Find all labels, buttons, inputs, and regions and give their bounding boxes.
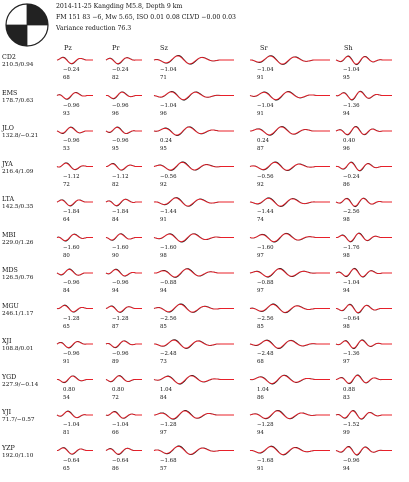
time-shift-label: −0.64	[343, 315, 360, 322]
time-shift-label: 1.04	[160, 386, 173, 393]
station-name: JYA	[2, 160, 13, 168]
station-name: JLO	[2, 125, 14, 132]
variance-reduction-label: 95	[112, 146, 119, 152]
time-shift-label: −1.52	[343, 422, 360, 428]
variance-reduction-label: 85	[160, 323, 167, 330]
observed-trace	[57, 200, 93, 206]
time-shift-label: −1.04	[257, 102, 274, 109]
variance-reduction-label: 64	[63, 217, 70, 223]
time-shift-label: −1.76	[343, 244, 360, 251]
synthetic-trace	[336, 57, 392, 65]
variance-reduction-label: 93	[63, 110, 70, 117]
station-distance: 126.5/0.76	[2, 275, 34, 281]
time-shift-label: −0.24	[112, 67, 129, 73]
synthetic-trace	[106, 341, 142, 347]
synthetic-trace	[154, 127, 234, 135]
station-distance: 229.0/1.26	[2, 239, 34, 246]
synthetic-trace	[106, 234, 142, 240]
time-shift-label: 1.04	[257, 386, 270, 393]
time-shift-label: −0.96	[63, 280, 80, 286]
synthetic-trace	[336, 127, 392, 135]
variance-reduction-label: 81	[63, 430, 70, 436]
variance-reduction-label: 94	[343, 110, 350, 117]
variance-reduction-label: 94	[160, 288, 167, 294]
time-shift-label: −1.04	[257, 67, 274, 73]
synthetic-trace	[336, 305, 392, 313]
variance-reduction-label: 82	[112, 75, 119, 81]
station-distance: 216.4/1.09	[2, 168, 34, 175]
synthetic-trace	[154, 92, 234, 100]
synthetic-trace	[57, 163, 93, 169]
synthetic-trace	[57, 376, 93, 382]
variance-reduction-label: 98	[343, 252, 350, 259]
synthetic-trace	[106, 270, 142, 276]
station-name: YZP	[2, 444, 15, 452]
time-shift-label: 0.40	[343, 138, 356, 144]
time-shift-label: −1.28	[112, 315, 129, 322]
variance-reduction-label: 73	[160, 359, 167, 365]
synthetic-trace	[154, 234, 234, 242]
time-shift-label: −1.60	[112, 244, 129, 251]
variance-reduction-label: 99	[343, 430, 350, 436]
station-distance: 246.1/1.17	[2, 310, 34, 317]
variance-reduction-label: 85	[257, 323, 264, 330]
station-distance: 108.8/0.01	[2, 346, 34, 352]
variance-reduction-label: 84	[63, 288, 70, 294]
column-header-sz: Sz	[160, 44, 168, 52]
synthetic-trace	[336, 411, 392, 419]
synthetic-trace	[250, 411, 330, 419]
variance-reduction-label: 92	[160, 181, 167, 188]
synthetic-trace	[250, 341, 330, 349]
variance-reduction-label: 80	[63, 252, 70, 259]
variance-reduction-label: 91	[257, 465, 264, 472]
time-shift-label: −0.96	[112, 280, 129, 286]
station-name: MDS	[2, 267, 18, 274]
synthetic-trace	[250, 127, 330, 135]
time-shift-label: −0.88	[257, 280, 274, 286]
time-shift-label: −0.64	[112, 457, 129, 464]
synthetic-trace	[250, 198, 330, 206]
synthetic-trace	[154, 304, 234, 312]
synthetic-trace	[106, 164, 142, 170]
variance-reduction-label: 94	[343, 465, 350, 472]
station-name: MBI	[2, 231, 16, 239]
synthetic-trace	[57, 58, 93, 64]
variance-reduction-label: 97	[257, 252, 264, 259]
synthetic-trace	[250, 92, 330, 100]
variance-reduction-label: 72	[112, 394, 119, 401]
variance-reduction-label: 91	[257, 75, 264, 81]
time-shift-label: −1.60	[257, 244, 274, 251]
synthetic-trace	[336, 199, 392, 207]
time-shift-label: −1.04	[160, 67, 177, 73]
synthetic-trace	[106, 306, 142, 312]
variance-reduction-label: 66	[112, 430, 119, 436]
observed-trace	[106, 234, 142, 241]
time-shift-label: −1.28	[63, 315, 80, 322]
synthetic-trace	[106, 448, 142, 454]
time-shift-label: 0.80	[112, 386, 125, 393]
synthetic-trace	[57, 128, 93, 134]
variance-reduction-label: 86	[112, 465, 119, 472]
time-shift-label: −1.84	[63, 209, 80, 215]
time-shift-label: −0.24	[63, 67, 80, 73]
variance-reduction-label: 95	[343, 75, 350, 81]
synthetic-trace	[154, 411, 234, 419]
station-name: XJI	[2, 338, 12, 345]
station-distance: 210.5/0.94	[2, 62, 34, 68]
column-header-sh: Sh	[344, 44, 353, 52]
time-shift-label: −2.56	[257, 315, 274, 322]
station-distance: 178.7/0.63	[2, 97, 34, 104]
time-shift-label: −0.96	[63, 351, 80, 357]
variance-reduction-label: 68	[63, 75, 70, 81]
variance-reduction-label: 96	[112, 110, 119, 117]
synthetic-trace	[106, 92, 142, 98]
variance-reduction-label: 87	[112, 323, 119, 330]
time-shift-label: −0.96	[343, 457, 360, 464]
time-shift-label: −0.24	[343, 173, 360, 180]
time-shift-label: −1.12	[112, 173, 129, 180]
synthetic-trace	[250, 56, 330, 64]
time-shift-label: −0.64	[63, 457, 80, 464]
time-shift-label: −1.04	[112, 422, 129, 428]
variance-reduction-label: 91	[160, 217, 167, 223]
station-distance: 192.0/1.10	[2, 452, 34, 459]
variance-reduction-label: 98	[343, 217, 350, 223]
column-header-sr: Sr	[260, 44, 268, 52]
synthetic-trace	[336, 269, 392, 277]
variance-reduction-label: 72	[63, 181, 70, 188]
variance-reduction-label: 97	[160, 430, 167, 436]
time-shift-label: −2.48	[257, 351, 274, 357]
mechanism-line: FM 151 83 −6, Mw 5.65, ISO 0.01 0.08 CLVD −0.00 0.03	[56, 14, 236, 21]
variance-reduction-label: 94	[343, 288, 350, 294]
time-shift-label: −1.68	[160, 457, 177, 464]
time-shift-label: −0.96	[112, 138, 129, 144]
variance-reduction-label: 65	[63, 465, 70, 472]
time-shift-label: −1.04	[343, 67, 360, 73]
time-shift-label: −1.60	[63, 244, 80, 251]
variance-reduction-label: 84	[112, 217, 119, 223]
variance-reduction-label: 53	[63, 146, 70, 152]
time-shift-label: −1.68	[257, 457, 274, 464]
variance-reduction-label: 92	[257, 181, 264, 188]
synthetic-trace	[154, 376, 234, 384]
variance-reduction-label: 86	[343, 181, 350, 188]
time-shift-label: −1.28	[160, 422, 177, 428]
time-shift-label: −1.04	[160, 102, 177, 109]
synthetic-trace	[154, 446, 234, 454]
event-title: 2014-11-25 Kangding M5.8, Depth 9 km	[56, 3, 183, 10]
time-shift-label: −0.88	[160, 280, 177, 286]
variance-reduction-label: 98	[343, 323, 350, 330]
variance-reduction-label: 95	[160, 146, 167, 152]
variance-reduction-label: 83	[343, 394, 350, 401]
time-shift-label: 0.24	[160, 138, 173, 144]
variance-reduction-label: 86	[257, 394, 264, 401]
synthetic-trace	[106, 199, 142, 205]
synthetic-trace	[106, 412, 142, 418]
time-shift-label: −1.28	[257, 422, 274, 428]
variance-reduction-label: 97	[257, 288, 264, 294]
station-distance: 142.5/0.35	[2, 204, 34, 210]
synthetic-trace	[250, 447, 330, 455]
variance-reduction-label: 89	[112, 359, 119, 365]
station-name: MGU	[2, 302, 19, 310]
time-shift-label: −0.96	[112, 351, 129, 357]
variance-reduction-label: 84	[160, 394, 167, 401]
synthetic-trace	[154, 162, 234, 170]
time-shift-label: −1.04	[343, 280, 360, 286]
variance-reduction-label: 57	[160, 465, 167, 472]
time-shift-label: −1.60	[160, 244, 177, 251]
synthetic-trace	[336, 375, 392, 383]
synthetic-trace	[336, 340, 392, 348]
time-shift-label: −1.04	[63, 422, 80, 428]
synthetic-trace	[250, 269, 330, 277]
station-name: YJI	[2, 409, 12, 416]
synthetic-trace	[250, 305, 330, 313]
variance-reduction-label: 82	[112, 181, 119, 188]
variance-reduction-label: 98	[160, 252, 167, 259]
synthetic-trace	[106, 128, 142, 134]
time-shift-label: −0.96	[63, 138, 80, 144]
time-shift-label: −2.56	[160, 315, 177, 322]
variance-reduction-label: 96	[343, 146, 350, 152]
time-shift-label: −1.36	[343, 102, 360, 109]
variance-reduction-label: 54	[63, 394, 70, 401]
station-name: LTA	[2, 196, 15, 203]
time-shift-label: −2.48	[160, 351, 177, 357]
station-distance: 71.7/−0.57	[2, 417, 35, 423]
variance-reduction-label: 94	[112, 288, 119, 294]
time-shift-label: −2.56	[343, 209, 360, 215]
variance-reduction-label: 71	[160, 75, 167, 81]
time-shift-label: −1.36	[343, 351, 360, 357]
synthetic-trace	[106, 58, 142, 64]
station-name: CD2	[2, 54, 16, 61]
variance-reduction-label: 87	[257, 146, 264, 152]
synthetic-trace	[336, 92, 392, 100]
time-shift-label: −1.12	[63, 173, 80, 180]
time-shift-label: −0.56	[257, 173, 274, 180]
column-header-pz: Pz	[64, 44, 72, 52]
synthetic-trace	[250, 162, 330, 170]
station-distance: 132.8/−0.21	[2, 133, 39, 139]
variance-reduction-label: 65	[63, 323, 70, 330]
synthetic-trace	[154, 340, 234, 348]
variance-reduction-label: 90	[112, 252, 119, 259]
variance-reduction-label: 68	[257, 359, 264, 365]
synthetic-trace	[57, 412, 93, 418]
variance-reduction-line: Variance reduction 76.3	[56, 25, 132, 32]
variance-reduction-label: 96	[160, 110, 167, 117]
time-shift-label: −1.44	[160, 209, 177, 215]
time-shift-label: −1.84	[112, 209, 129, 215]
station-name: EMS	[2, 89, 18, 97]
variance-reduction-label: 74	[257, 217, 264, 223]
time-shift-label: 0.88	[343, 386, 356, 393]
synthetic-trace	[336, 447, 392, 455]
variance-reduction-label: 91	[63, 359, 70, 365]
synthetic-trace	[57, 234, 93, 240]
observed-trace	[57, 57, 93, 64]
time-shift-label: −0.96	[63, 102, 80, 109]
time-shift-label: 0.24	[257, 138, 270, 144]
column-header-pr: Pr	[112, 44, 120, 52]
time-shift-label: −1.44	[257, 209, 274, 215]
variance-reduction-label: 91	[257, 110, 264, 117]
variance-reduction-label: 97	[343, 359, 350, 365]
synthetic-trace	[57, 306, 93, 312]
synthetic-trace	[57, 269, 93, 275]
station-distance: 227.9/−0.14	[2, 381, 39, 388]
time-shift-label: −0.56	[160, 173, 177, 180]
variance-reduction-label: 94	[257, 430, 264, 436]
station-name: YGD	[2, 373, 17, 381]
time-shift-label: −0.96	[112, 102, 129, 109]
time-shift-label: 0.80	[63, 386, 76, 393]
